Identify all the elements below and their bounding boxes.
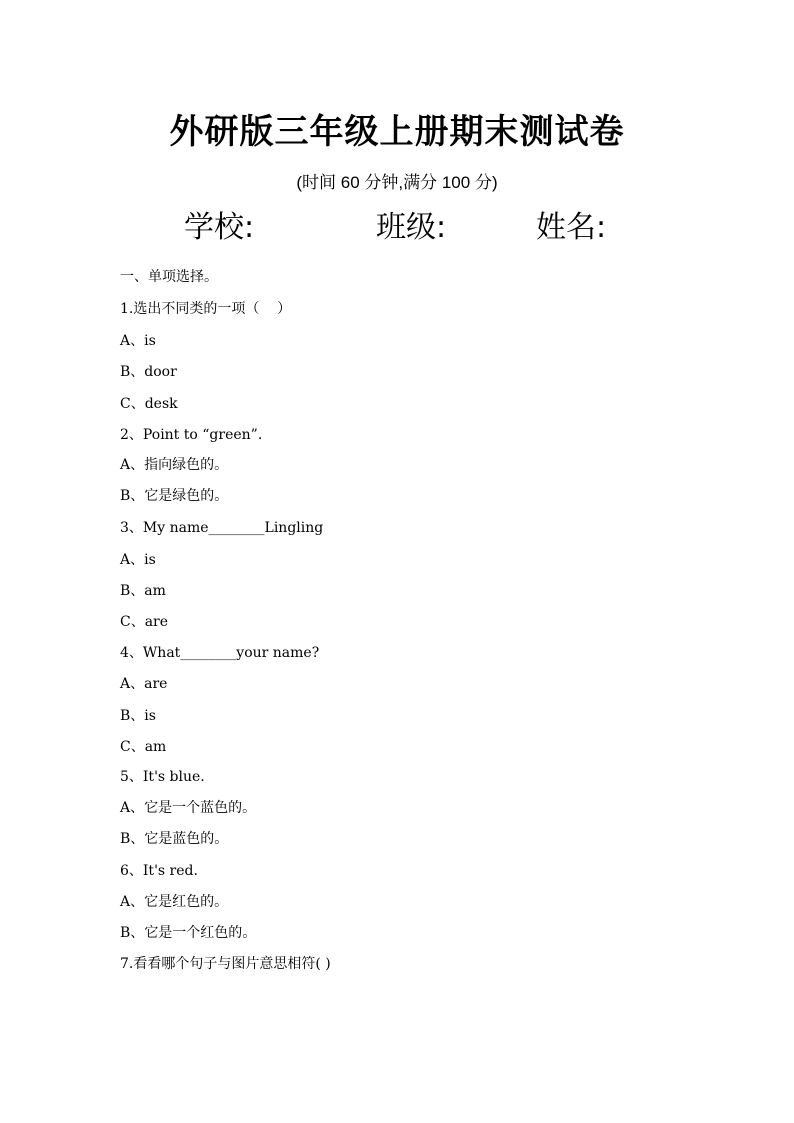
option-line: A、它是一个蓝色的。	[120, 800, 257, 816]
option-line: B、它是蓝色的。	[120, 831, 229, 847]
option-line: B、door	[120, 364, 177, 380]
question-line: 2、Point to “green”.	[120, 427, 263, 443]
option-line: A、它是红色的。	[120, 894, 229, 910]
option-line: B、is	[120, 708, 156, 724]
option-line: B、am	[120, 583, 166, 599]
option-line: B、它是绿色的。	[120, 488, 229, 504]
name-field-label: 姓名:	[536, 210, 607, 245]
question-line: 4、What________your name?	[120, 645, 320, 661]
question-line: 1.选出不同类的一项（ ）	[120, 301, 292, 317]
section-heading: 一、单项选择。	[120, 269, 218, 285]
school-field-label: 学校:	[184, 210, 255, 245]
question-line: 3、My name________Lingling	[120, 520, 324, 536]
question-line: 6、It's red.	[120, 863, 198, 879]
option-line: C、desk	[120, 396, 178, 412]
option-line: A、are	[120, 676, 168, 692]
exam-subtitle: (时间 60 分钟,满分 100 分)	[296, 173, 498, 192]
option-line: C、am	[120, 739, 167, 755]
option-line: A、is	[120, 552, 156, 568]
question-line: 7.看看哪个句子与图片意思相符( )	[120, 956, 331, 972]
option-line: A、指向绿色的。	[120, 457, 229, 473]
class-field-label: 班级:	[376, 210, 447, 245]
exam-title: 外研版三年级上册期末测试卷	[169, 112, 625, 152]
option-line: A、is	[120, 333, 156, 349]
question-line: 5、It's blue.	[120, 769, 205, 785]
option-line: C、are	[120, 614, 169, 630]
option-line: B、它是一个红色的。	[120, 925, 257, 941]
